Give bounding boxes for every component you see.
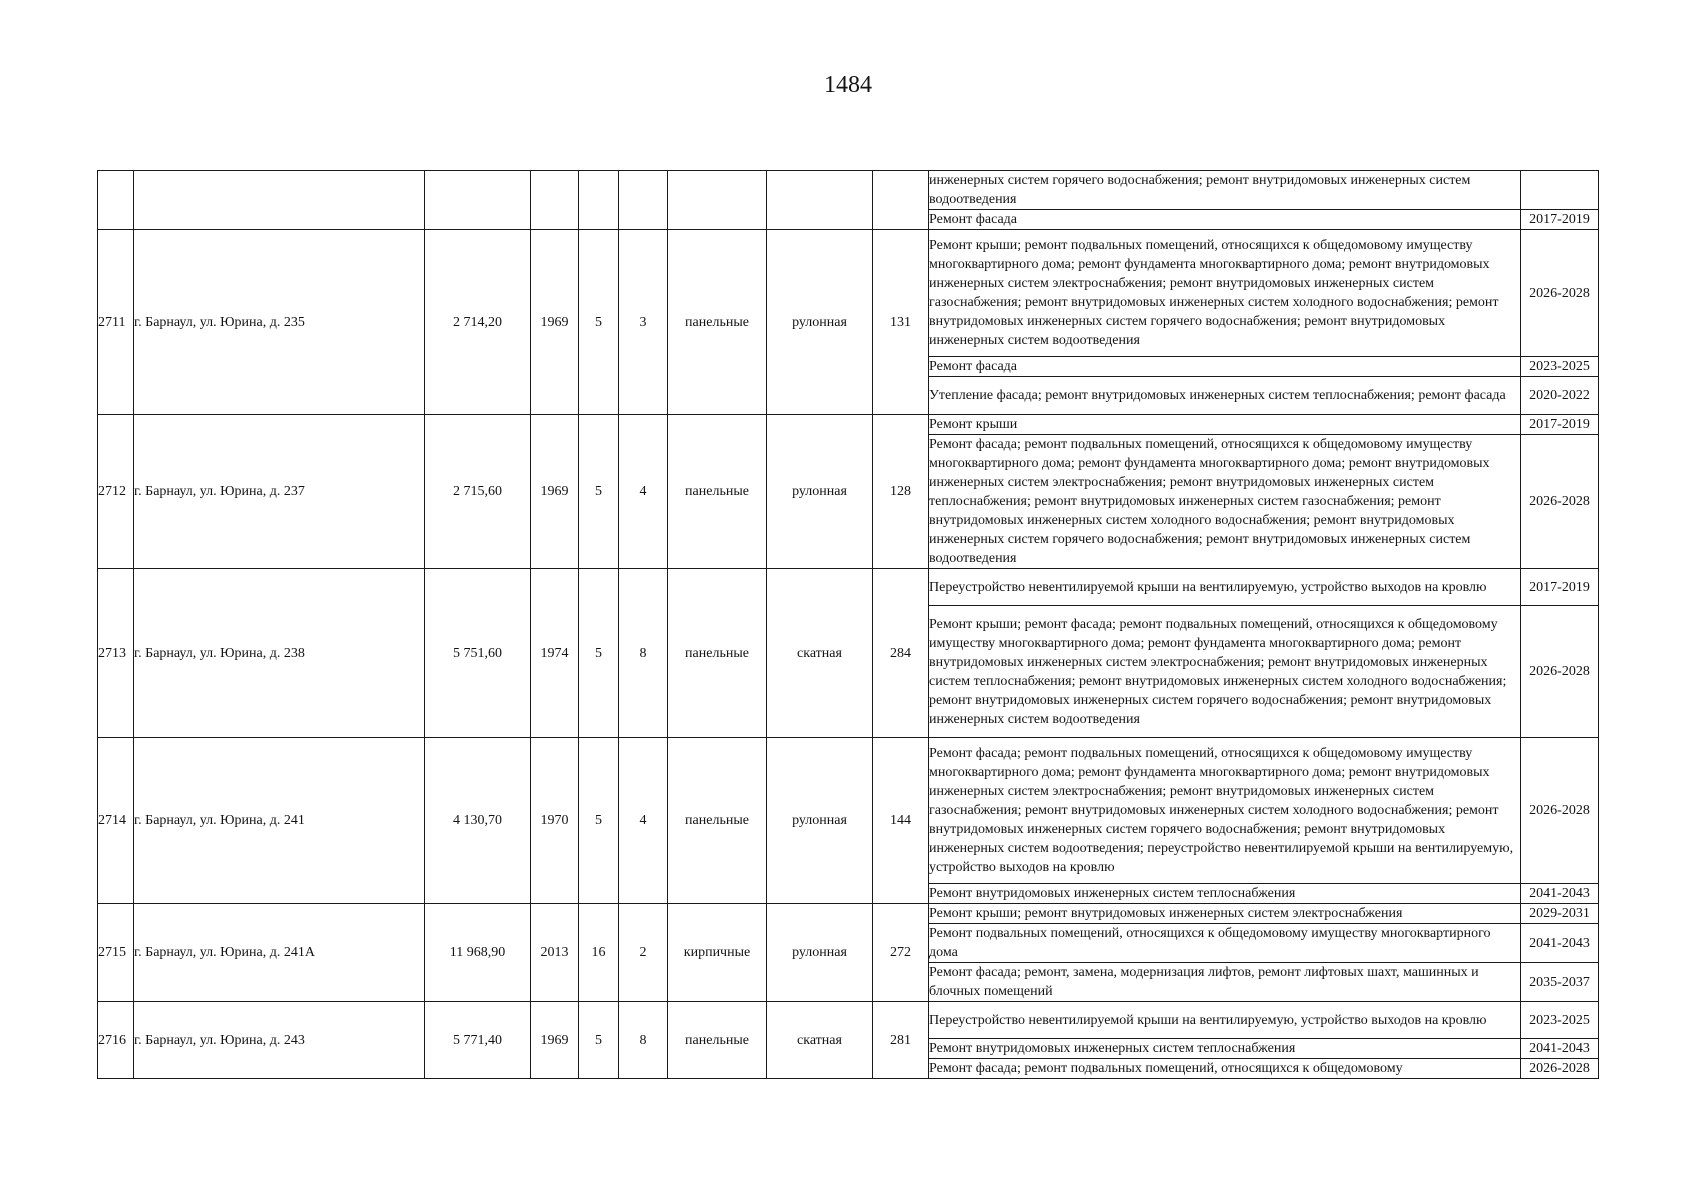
apartments-cell: 281 — [873, 1002, 929, 1079]
work-description: Ремонт внутридомовых инженерных систем теплоснабжения — [929, 884, 1521, 904]
work-period: 2020-2022 — [1521, 377, 1599, 415]
work-description: Ремонт фасада; ремонт подвальных помещений, относящихся к общедомовому имуществу многоквартирного дома; ремонт фундамента многоквартирного дома; ремонт внутридомовых инженерных систем электроснабжения; ремонт внутридомовых инженерных систем теплоснабжения; ремонт внутридомовых инженерных систем газоснабжения; ремонт внутридомовых инженерных систем холодного водоснабжения; ремонт внутридомовых инженерных систем горячего водоснабжения; ремонт внутридомовых инженерных систем водоотведения — [929, 435, 1521, 569]
year-cell-empty — [531, 171, 579, 230]
wall-material-cell: панельные — [668, 1002, 767, 1079]
page-number: 1484 — [824, 72, 872, 98]
row-number: 2715 — [98, 904, 134, 1002]
area-cell: 2 714,20 — [425, 230, 531, 415]
apartments-cell: 284 — [873, 569, 929, 738]
address-cell-empty — [134, 171, 425, 230]
floors-cell-empty — [579, 171, 619, 230]
apartments-cell: 131 — [873, 230, 929, 415]
work-description: Ремонт фасада — [929, 210, 1521, 230]
year-cell: 1969 — [531, 1002, 579, 1079]
year-cell: 1969 — [531, 415, 579, 569]
floors-cell: 5 — [579, 738, 619, 904]
work-period: 2035-2037 — [1521, 963, 1599, 1002]
roof-type-cell: рулонная — [767, 415, 873, 569]
apartments-cell: 128 — [873, 415, 929, 569]
wall-material-cell-empty — [668, 171, 767, 230]
year-cell: 1970 — [531, 738, 579, 904]
table-row — [98, 904, 1599, 924]
roof-type-cell: рулонная — [767, 738, 873, 904]
area-cell: 5 751,60 — [425, 569, 531, 738]
entrances-cell-empty — [619, 171, 668, 230]
floors-cell: 5 — [579, 569, 619, 738]
table-row — [98, 738, 1599, 884]
work-period: 2026-2028 — [1521, 1059, 1599, 1079]
apartments-cell-empty — [873, 171, 929, 230]
work-period: 2017-2019 — [1521, 210, 1599, 230]
work-period: 2026-2028 — [1521, 738, 1599, 884]
work-period: 2026-2028 — [1521, 606, 1599, 738]
work-period: 2041-2043 — [1521, 1039, 1599, 1059]
roof-type-cell: рулонная — [767, 904, 873, 1002]
wall-material-cell: панельные — [668, 569, 767, 738]
table-row — [98, 1002, 1599, 1039]
entrances-cell: 2 — [619, 904, 668, 1002]
table-row — [98, 415, 1599, 435]
housing-repair-table — [97, 170, 1599, 1079]
work-description: Ремонт крыши; ремонт внутридомовых инженерных систем электроснабжения — [929, 904, 1521, 924]
entrances-cell: 8 — [619, 569, 668, 738]
table-body — [98, 171, 1599, 1079]
wall-material-cell: панельные — [668, 738, 767, 904]
address-cell: г. Барнаул, ул. Юрина, д. 243 — [134, 1002, 425, 1079]
area-cell: 11 968,90 — [425, 904, 531, 1002]
row-number — [98, 171, 134, 230]
work-period: 2041-2043 — [1521, 884, 1599, 904]
entrances-cell: 3 — [619, 230, 668, 415]
address-cell: г. Барнаул, ул. Юрина, д. 238 — [134, 569, 425, 738]
work-description: Ремонт крыши — [929, 415, 1521, 435]
area-cell: 2 715,60 — [425, 415, 531, 569]
work-period: 2026-2028 — [1521, 435, 1599, 569]
work-description: Ремонт внутридомовых инженерных систем теплоснабжения — [929, 1039, 1521, 1059]
work-description: Утепление фасада; ремонт внутридомовых инженерных систем теплоснабжения; ремонт фасада — [929, 377, 1521, 415]
area-cell: 4 130,70 — [425, 738, 531, 904]
year-cell: 1974 — [531, 569, 579, 738]
wall-material-cell: панельные — [668, 415, 767, 569]
work-period: 2023-2025 — [1521, 357, 1599, 377]
address-cell: г. Барнаул, ул. Юрина, д. 241 — [134, 738, 425, 904]
work-description: Ремонт крыши; ремонт фасада; ремонт подвальных помещений, относящихся к общедомовому имуществу многоквартирного дома; ремонт фундамента многоквартирного дома; ремонт внутридомовых инженерных систем электроснабжения; ремонт внутридомовых инженерных систем теплоснабжения; ремонт внутридомовых инженерных систем холодного водоснабжения; ремонт внутридомовых инженерных систем горячего водоснабжения; ремонт внутридомовых инженерных систем водоотведения — [929, 606, 1521, 738]
address-cell: г. Барнаул, ул. Юрина, д. 237 — [134, 415, 425, 569]
work-period: 2041-2043 — [1521, 924, 1599, 963]
address-cell: г. Барнаул, ул. Юрина, д. 235 — [134, 230, 425, 415]
row-number: 2714 — [98, 738, 134, 904]
floors-cell: 16 — [579, 904, 619, 1002]
row-number: 2713 — [98, 569, 134, 738]
area-cell: 5 771,40 — [425, 1002, 531, 1079]
roof-type-cell: скатная — [767, 1002, 873, 1079]
work-description: Ремонт фасада — [929, 357, 1521, 377]
work-description: Ремонт фасада; ремонт подвальных помещений, относящихся к общедомовому — [929, 1059, 1521, 1079]
work-period: 2026-2028 — [1521, 230, 1599, 357]
row-number: 2716 — [98, 1002, 134, 1079]
roof-type-cell-empty — [767, 171, 873, 230]
work-description: Переустройство невентилируемой крыши на вентилируемую, устройство выходов на кровлю — [929, 1002, 1521, 1039]
table-row — [98, 569, 1599, 606]
work-period: 2017-2019 — [1521, 569, 1599, 606]
table-row — [98, 230, 1599, 357]
row-number: 2711 — [98, 230, 134, 415]
work-description: инженерных систем горячего водоснабжения; ремонт внутридомовых инженерных систем водоотведения — [929, 171, 1521, 210]
floors-cell: 5 — [579, 1002, 619, 1079]
work-period — [1521, 171, 1599, 210]
year-cell: 2013 — [531, 904, 579, 1002]
floors-cell: 5 — [579, 415, 619, 569]
work-description: Ремонт подвальных помещений, относящихся к общедомовому имуществу многоквартирного дома — [929, 924, 1521, 963]
work-period: 2029-2031 — [1521, 904, 1599, 924]
work-period: 2017-2019 — [1521, 415, 1599, 435]
apartments-cell: 272 — [873, 904, 929, 1002]
wall-material-cell: панельные — [668, 230, 767, 415]
work-description: Ремонт крыши; ремонт подвальных помещений, относящихся к общедомовому имуществу многоквартирного дома; ремонт фундамента многоквартирного дома; ремонт внутридомовых инженерных систем электроснабжения; ремонт внутридомовых инженерных систем газоснабжения; ремонт внутридомовых инженерных систем холодного водоснабжения; ремонт внутридомовых инженерных систем горячего водоснабжения; ремонт внутридомовых инженерных систем водоотведения — [929, 230, 1521, 357]
year-cell: 1969 — [531, 230, 579, 415]
work-description: Ремонт фасада; ремонт подвальных помещений, относящихся к общедомовому имуществу многоквартирного дома; ремонт фундамента многоквартирного дома; ремонт внутридомовых инженерных систем электроснабжения; ремонт внутридомовых инженерных систем газоснабжения; ремонт внутридомовых инженерных систем холодного водоснабжения; ремонт внутридомовых инженерных систем горячего водоснабжения; ремонт внутридомовых инженерных систем водоотведения; переустройство невентилируемой крыши на вентилируемую, устройство выходов на кровлю — [929, 738, 1521, 884]
roof-type-cell: рулонная — [767, 230, 873, 415]
address-cell: г. Барнаул, ул. Юрина, д. 241А — [134, 904, 425, 1002]
wall-material-cell: кирпичные — [668, 904, 767, 1002]
entrances-cell: 4 — [619, 738, 668, 904]
floors-cell: 5 — [579, 230, 619, 415]
work-description: Ремонт фасада; ремонт, замена, модернизация лифтов, ремонт лифтовых шахт, машинных и блочных помещений — [929, 963, 1521, 1002]
entrances-cell: 8 — [619, 1002, 668, 1079]
entrances-cell: 4 — [619, 415, 668, 569]
roof-type-cell: скатная — [767, 569, 873, 738]
apartments-cell: 144 — [873, 738, 929, 904]
row-number: 2712 — [98, 415, 134, 569]
table-row — [98, 171, 1599, 210]
area-cell-empty — [425, 171, 531, 230]
work-period: 2023-2025 — [1521, 1002, 1599, 1039]
work-description: Переустройство невентилируемой крыши на вентилируемую, устройство выходов на кровлю — [929, 569, 1521, 606]
